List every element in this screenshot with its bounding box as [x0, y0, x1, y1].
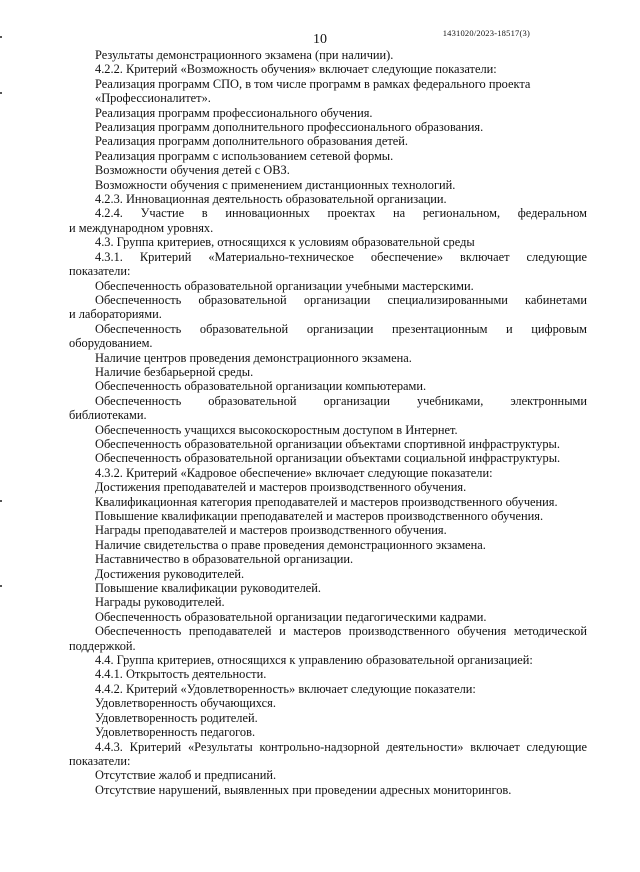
paragraph-wrapped: [69, 740, 587, 769]
paragraph-line: Достижения руководителей.: [95, 566, 245, 581]
paragraph-line: «Профессионалитет».: [95, 91, 211, 106]
paragraph-line: Квалификационная категория преподавателей и мастеров производственного обучения.: [95, 494, 558, 509]
paragraph-continuation: показатели:: [69, 264, 131, 279]
paragraph-line: Наставничество в образовательной организации.: [95, 552, 354, 567]
paragraph-line: Наличие свидетельства о праве проведения демонстрационного экзамена.: [95, 537, 486, 552]
paragraph-line: 4.2.3. Инновационная деятельность образовательной организации.: [95, 192, 447, 207]
paragraph-continuation: и международном уровнях.: [69, 220, 214, 235]
paragraph-wrapped: [69, 394, 587, 423]
paragraph-line: Результаты демонстрационного экзамена (при наличии).: [95, 48, 394, 62]
paragraph-line: 4.4.1. Открытость деятельности.: [95, 667, 267, 682]
paragraph-first-line: Обеспеченность образовательной организации специализированными кабинетами: [95, 292, 587, 307]
document-body: [69, 48, 587, 797]
paragraph-first-line: Обеспеченность образовательной организации презентационным и цифровым: [95, 321, 587, 336]
paragraph-continuation: и лабораториями.: [69, 307, 162, 322]
paragraph-wrapped: [69, 250, 587, 279]
scan-edge-mark: [0, 36, 2, 38]
scan-edge-mark: [0, 585, 2, 587]
scan-edge-mark: [0, 500, 2, 502]
paragraph-line: 4.2.2. Критерий «Возможность обучения» включает следующие показатели:: [95, 62, 497, 77]
paragraph-line: Возможности обучения с применением дистанционных технологий.: [95, 177, 456, 192]
paragraph-wrapped: [69, 322, 587, 351]
paragraph-first-line: 4.4.3. Критерий «Результаты контрольно-надзорной деятельности» включает следующие: [95, 739, 587, 754]
paragraph-first-line: Обеспеченность преподавателей и мастеров производственного обучения методической: [95, 624, 587, 639]
paragraph-line: 4.4. Группа критериев, относящихся к управлению образовательной организацией:: [95, 653, 533, 668]
paragraph-line: Повышение квалификации преподавателей и мастеров производственного обучения.: [95, 509, 544, 523]
paragraph-continuation: оборудованием.: [69, 336, 153, 351]
paragraph-line: Удовлетворенность педагогов.: [95, 725, 256, 740]
paragraph-line: Награды руководителей.: [95, 595, 225, 610]
paragraph-first-line: Обеспеченность образовательной организации учебниками, электронными: [95, 393, 587, 408]
paragraph-line: Обеспеченность образовательной организации учебными мастерскими.: [95, 278, 474, 293]
paragraph-line: Реализация программ дополнительного профессионального образования.: [95, 120, 484, 135]
paragraph-line: Награды преподавателей и мастеров производственного обучения.: [95, 523, 447, 538]
paragraph-line: Обеспеченность образовательной организации объектами социальной инфраструктуры.: [95, 451, 561, 466]
paragraph-line: Наличие безбарьерной среды.: [95, 364, 254, 379]
paragraph-continuation: показатели:: [69, 753, 131, 768]
page-number: 10: [313, 32, 327, 47]
paragraph-line: Удовлетворенность обучающихся.: [95, 696, 276, 711]
paragraph-line: Реализация программ профессионального обучения.: [95, 105, 373, 120]
paragraph-first-line: 4.3.1. Критерий «Материально-техническое обеспечение» включает следующие: [95, 249, 587, 264]
paragraph-line: Повышение квалификации руководителей.: [95, 581, 322, 596]
paragraph-line: Отсутствие жалоб и предписаний.: [95, 768, 277, 783]
paragraph-line: Обеспеченность образовательной организации компьютерами.: [95, 379, 427, 394]
paragraph-line: Отсутствие нарушений, выявленных при проведении адресных мониторингов.: [95, 782, 512, 797]
document-id: 1431020/2023-18517(3): [442, 28, 530, 38]
paragraph-line: Обеспеченность образовательной организации объектами спортивной инфраструктуры.: [95, 436, 560, 451]
paragraph-continuation: поддержкой.: [69, 638, 136, 653]
paragraph-line: 4.3. Группа критериев, относящихся к условиям образовательной среды: [95, 235, 475, 250]
paragraph-line: Реализация программ СПО, в том числе программ в рамках федерального проекта: [95, 76, 531, 91]
paragraph-line: 4.3.2. Критерий «Кадровое обеспечение» включает следующие показатели:: [95, 465, 493, 480]
paragraph-line: Удовлетворенность родителей.: [95, 710, 258, 725]
paragraph-line: Реализация программ дополнительного образования детей.: [95, 134, 408, 149]
paragraph-line: 4.4.2. Критерий «Удовлетворенность» включает следующие показатели:: [95, 681, 476, 696]
paragraph-line: Обеспеченность образовательной организации педагогическими кадрами.: [95, 609, 487, 624]
paragraph-line: Наличие центров проведения демонстрационного экзамена.: [95, 350, 412, 365]
paragraph-continuation: библиотеками.: [69, 408, 147, 423]
paragraph-line: Возможности обучения детей с ОВЗ.: [95, 163, 290, 178]
paragraph-line: Реализация программ с использованием сетевой формы.: [95, 148, 394, 163]
scan-edge-mark: [0, 92, 2, 94]
paragraph-wrapped: [69, 624, 587, 653]
paragraph-wrapped: [69, 206, 587, 235]
paragraph-first-line: 4.2.4. Участие в инновационных проектах на региональном, федеральном: [95, 206, 587, 221]
paragraph-line: Обеспеченность учащихся высокоскоростным доступом в Интернет.: [95, 422, 458, 437]
paragraph-wrapped: [69, 293, 587, 322]
paragraph-line: Достижения преподавателей и мастеров производственного обучения.: [95, 480, 467, 495]
